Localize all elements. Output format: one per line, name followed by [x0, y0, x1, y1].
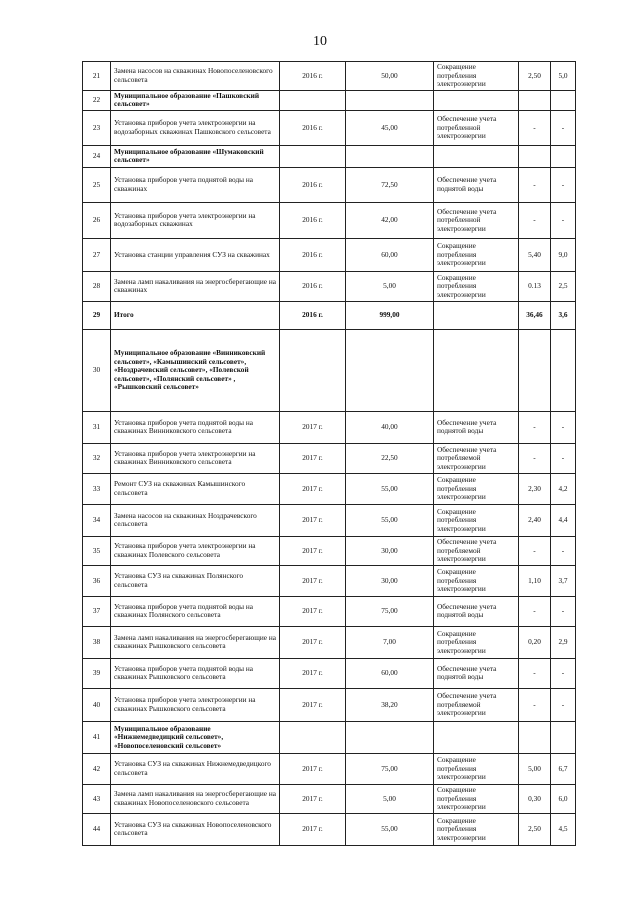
measure-effect: Обеспечение учета потребленной электроэнергии — [434, 110, 519, 145]
row-number: 21 — [83, 62, 111, 91]
value-saving: - — [519, 596, 551, 626]
measure-year: 2017 г. — [280, 504, 346, 536]
value-payback: - — [551, 536, 576, 565]
value-payback: 3,6 — [551, 301, 576, 329]
measure-name: Установка приборов учета электроэнергии на скважинах Винниковского сельсовета — [111, 443, 280, 473]
value-payback: 2,5 — [551, 271, 576, 301]
value-payback: 6,0 — [551, 784, 576, 813]
value-saving: 2,50 — [519, 813, 551, 845]
measure-year: 2016 г. — [280, 301, 346, 329]
measure-cost: 30,00 — [346, 536, 434, 565]
measure-name: Установка станции управления СУЗ на скважинах — [111, 238, 280, 271]
measure-name: Установка приборов учета электроэнергии на скважинах Рышковского сельсовета — [111, 688, 280, 721]
value-payback: 2,9 — [551, 626, 576, 658]
measure-year — [280, 721, 346, 753]
measure-effect — [434, 721, 519, 753]
measure-name: Установка приборов учета поднятой воды на скважинах Полянского сельсовета — [111, 596, 280, 626]
table-row — [83, 473, 576, 504]
measure-year: 2017 г. — [280, 473, 346, 504]
value-payback — [551, 90, 576, 110]
table-row — [83, 565, 576, 596]
measure-cost: 55,00 — [346, 473, 434, 504]
value-saving: - — [519, 167, 551, 202]
value-payback: - — [551, 596, 576, 626]
row-number: 37 — [83, 596, 111, 626]
value-saving: 5,40 — [519, 238, 551, 271]
row-number: 36 — [83, 565, 111, 596]
value-saving — [519, 329, 551, 411]
measure-cost — [346, 145, 434, 167]
value-payback — [551, 721, 576, 753]
measure-year: 2017 г. — [280, 596, 346, 626]
measure-effect: Сокращение потребления электроэнергии — [434, 504, 519, 536]
measure-cost — [346, 90, 434, 110]
measure-cost: 22,50 — [346, 443, 434, 473]
row-number: 27 — [83, 238, 111, 271]
measure-effect: Сокращение потребления электроэнергии — [434, 753, 519, 784]
table-row — [83, 753, 576, 784]
measure-effect: Сокращение потребления электроэнергии — [434, 271, 519, 301]
measure-effect — [434, 329, 519, 411]
measure-cost: 30,00 — [346, 565, 434, 596]
row-number: 32 — [83, 443, 111, 473]
value-saving — [519, 145, 551, 167]
measure-effect: Обеспечение учета потребляемой электроэнергии — [434, 536, 519, 565]
value-payback: 9,0 — [551, 238, 576, 271]
measure-name: Ремонт СУЗ на скважинах Камышинского сельсовета — [111, 473, 280, 504]
value-saving: - — [519, 658, 551, 688]
measure-name: Муниципальное образование «Пашковский сельсовет» — [111, 90, 280, 110]
value-saving: 2,40 — [519, 504, 551, 536]
table-row — [83, 110, 576, 145]
value-payback: - — [551, 443, 576, 473]
row-number: 28 — [83, 271, 111, 301]
row-number: 35 — [83, 536, 111, 565]
measure-name: Замена ламп накаливания на энергосберегающие на скважинах — [111, 271, 280, 301]
table-row — [83, 596, 576, 626]
measure-effect — [434, 145, 519, 167]
value-saving: - — [519, 110, 551, 145]
measure-name: Установка приборов учета поднятой воды на скважинах — [111, 167, 280, 202]
value-saving: 1,10 — [519, 565, 551, 596]
measure-year: 2017 г. — [280, 626, 346, 658]
value-payback: - — [551, 658, 576, 688]
table-row — [83, 167, 576, 202]
value-saving: 36,46 — [519, 301, 551, 329]
measure-year: 2017 г. — [280, 565, 346, 596]
measure-cost: 55,00 — [346, 813, 434, 845]
table-row — [83, 301, 576, 329]
table-row — [83, 784, 576, 813]
measure-effect: Сокращение потребления электроэнергии — [434, 238, 519, 271]
measure-year — [280, 329, 346, 411]
measure-cost: 5,00 — [346, 784, 434, 813]
measure-effect: Обеспечение учета потребленной электроэнергии — [434, 202, 519, 238]
measure-effect: Сокращение потребления электроэнергии — [434, 565, 519, 596]
measure-effect: Сокращение потребления электроэнергии — [434, 62, 519, 91]
value-saving: - — [519, 536, 551, 565]
value-payback: - — [551, 688, 576, 721]
table-row — [83, 658, 576, 688]
measure-name: Установка приборов учета поднятой воды на скважинах Винниковского сельсовета — [111, 411, 280, 443]
measure-effect: Сокращение потребления электроэнергии — [434, 813, 519, 845]
table-row — [83, 626, 576, 658]
value-saving — [519, 90, 551, 110]
measure-year: 2017 г. — [280, 753, 346, 784]
measure-name: Замена насосов на скважинах Ноздрачевского сельсовета — [111, 504, 280, 536]
measure-year: 2016 г. — [280, 238, 346, 271]
measure-effect: Сокращение потребления электроэнергии — [434, 473, 519, 504]
table-row — [83, 443, 576, 473]
value-payback — [551, 145, 576, 167]
measure-year: 2016 г. — [280, 271, 346, 301]
measure-year: 2017 г. — [280, 784, 346, 813]
value-payback: 4,5 — [551, 813, 576, 845]
measure-year: 2017 г. — [280, 411, 346, 443]
measure-cost: 75,00 — [346, 596, 434, 626]
measure-year: 2016 г. — [280, 202, 346, 238]
measure-year: 2016 г. — [280, 167, 346, 202]
table-row — [83, 145, 576, 167]
measure-cost: 40,00 — [346, 411, 434, 443]
measure-name: Замена ламп накаливания на энергосберегающие на скважинах Рышковского сельсовета — [111, 626, 280, 658]
table-row — [83, 688, 576, 721]
measure-name: Муниципальное образование «Винниковский сельсовет», «Камышинский сельсовет», «Ноздрачевский сельсовет», «Полевской сельсовет», «Полянский сельсовет» , «Рышковский сельсовет» — [111, 329, 280, 411]
measure-name: Муниципальное образование «Нижнемедведицкий сельсовет», «Новопоселеновский сельсовет» — [111, 721, 280, 753]
measure-name: Установка СУЗ на скважинах Полянского сельсовета — [111, 565, 280, 596]
value-saving: - — [519, 443, 551, 473]
value-payback: - — [551, 202, 576, 238]
measure-year: 2017 г. — [280, 443, 346, 473]
measure-effect: Обеспечение учета поднятой воды — [434, 596, 519, 626]
table-row — [83, 536, 576, 565]
row-number: 31 — [83, 411, 111, 443]
measure-cost — [346, 721, 434, 753]
table-row — [83, 411, 576, 443]
measure-cost: 45,00 — [346, 110, 434, 145]
table-row — [83, 202, 576, 238]
row-number: 22 — [83, 90, 111, 110]
row-number: 34 — [83, 504, 111, 536]
measures-table — [82, 61, 576, 846]
row-number: 38 — [83, 626, 111, 658]
row-number: 25 — [83, 167, 111, 202]
measure-cost: 42,00 — [346, 202, 434, 238]
row-number: 30 — [83, 329, 111, 411]
measure-name: Установка приборов учета поднятой воды на скважинах Рышковского сельсовета — [111, 658, 280, 688]
row-number: 29 — [83, 301, 111, 329]
measure-effect: Обеспечение учета поднятой воды — [434, 167, 519, 202]
value-payback: 5,0 — [551, 62, 576, 91]
measure-effect: Сокращение потребления электроэнергии — [434, 784, 519, 813]
value-saving: 0,30 — [519, 784, 551, 813]
row-number: 24 — [83, 145, 111, 167]
value-saving: - — [519, 688, 551, 721]
measure-year: 2017 г. — [280, 658, 346, 688]
value-saving: - — [519, 411, 551, 443]
row-number: 39 — [83, 658, 111, 688]
table-row — [83, 62, 576, 91]
measure-name: Установка СУЗ на скважинах Новопоселеновского сельсовета — [111, 813, 280, 845]
measure-effect: Обеспечение учета поднятой воды — [434, 411, 519, 443]
measure-name: Установка приборов учета электроэнергии на водозаборных скважинах Пашковского сельсовета — [111, 110, 280, 145]
measure-year — [280, 145, 346, 167]
measure-effect: Обеспечение учета потребляемой электроэнергии — [434, 443, 519, 473]
measure-effect — [434, 301, 519, 329]
measure-cost: 75,00 — [346, 753, 434, 784]
measure-name: Замена ламп накаливания на энергосберегающие на скважинах Новопоселеновского сельсовета — [111, 784, 280, 813]
value-saving: 5,00 — [519, 753, 551, 784]
measure-cost: 60,00 — [346, 658, 434, 688]
value-payback: 6,7 — [551, 753, 576, 784]
page-number: 10 — [313, 34, 327, 49]
measure-cost: 72,50 — [346, 167, 434, 202]
row-number: 41 — [83, 721, 111, 753]
measure-name: Установка приборов учета электроэнергии на скважинах Полевского сельсовета — [111, 536, 280, 565]
row-number: 26 — [83, 202, 111, 238]
value-saving: 0.13 — [519, 271, 551, 301]
row-number: 43 — [83, 784, 111, 813]
measure-cost: 999,00 — [346, 301, 434, 329]
measure-name: Установка приборов учета электроэнергии на водозаборных скважинах — [111, 202, 280, 238]
measure-cost: 7,00 — [346, 626, 434, 658]
measure-cost — [346, 329, 434, 411]
table-body — [83, 62, 576, 846]
row-number: 40 — [83, 688, 111, 721]
table-row — [83, 813, 576, 845]
measure-name: Муниципальное образование «Шумаковский сельсовет» — [111, 145, 280, 167]
table-row — [83, 90, 576, 110]
measure-effect: Обеспечение учета потребляемой электроэнергии — [434, 688, 519, 721]
value-payback: - — [551, 110, 576, 145]
value-payback: - — [551, 411, 576, 443]
row-number: 23 — [83, 110, 111, 145]
measure-name: Итого — [111, 301, 280, 329]
value-saving — [519, 721, 551, 753]
table-row — [83, 504, 576, 536]
measure-cost: 55,00 — [346, 504, 434, 536]
measure-effect: Сокращение потребления электроэнергии — [434, 626, 519, 658]
value-payback: 3,7 — [551, 565, 576, 596]
table-row — [83, 329, 576, 411]
measure-cost: 50,00 — [346, 62, 434, 91]
value-saving: 2,30 — [519, 473, 551, 504]
table-row — [83, 271, 576, 301]
measure-year: 2017 г. — [280, 688, 346, 721]
measure-effect — [434, 90, 519, 110]
measure-cost: 38,20 — [346, 688, 434, 721]
measure-name: Установка СУЗ на скважинах Нижнемедведицкого сельсовета — [111, 753, 280, 784]
table-row — [83, 238, 576, 271]
measure-cost: 60,00 — [346, 238, 434, 271]
value-saving: 2,50 — [519, 62, 551, 91]
value-payback: - — [551, 167, 576, 202]
value-saving: - — [519, 202, 551, 238]
value-payback — [551, 329, 576, 411]
row-number: 42 — [83, 753, 111, 784]
measure-year: 2017 г. — [280, 536, 346, 565]
measure-cost: 5,00 — [346, 271, 434, 301]
measure-effect: Обеспечение учета поднятой воды — [434, 658, 519, 688]
table-row — [83, 721, 576, 753]
value-payback: 4,2 — [551, 473, 576, 504]
row-number: 33 — [83, 473, 111, 504]
measure-year: 2017 г. — [280, 813, 346, 845]
value-payback: 4,4 — [551, 504, 576, 536]
measure-year: 2016 г. — [280, 62, 346, 91]
measure-year — [280, 90, 346, 110]
measure-year: 2016 г. — [280, 110, 346, 145]
value-saving: 0,20 — [519, 626, 551, 658]
row-number: 44 — [83, 813, 111, 845]
measure-name: Замена насосов на скважинах Новопоселеновского сельсовета — [111, 62, 280, 91]
